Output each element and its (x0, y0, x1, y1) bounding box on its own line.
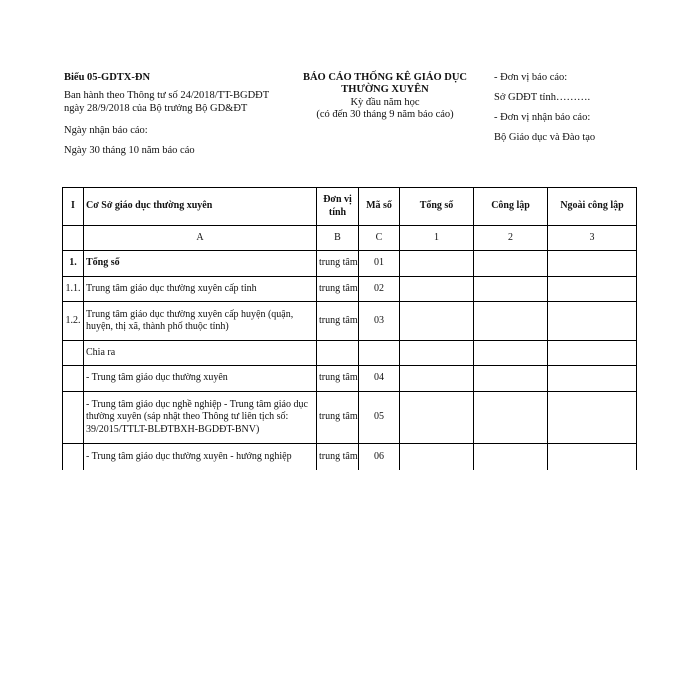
row-public[interactable] (474, 277, 548, 302)
row-total[interactable] (400, 444, 474, 470)
row-unit: trung tâm (317, 444, 359, 470)
form-code: Biểu 05-GDTX-ĐN (64, 72, 151, 83)
row-total[interactable] (400, 251, 474, 277)
row-private[interactable] (548, 277, 637, 302)
row-index: 1.1. (63, 277, 84, 302)
row-unit: trung tâm (317, 366, 359, 392)
row-index (63, 444, 84, 470)
header-unit-line-2: tính (328, 206, 347, 218)
column-code-row (63, 226, 637, 251)
row-code (359, 341, 400, 366)
table-row (63, 302, 637, 341)
row-code: 02 (359, 277, 400, 302)
row-code: 03 (359, 302, 400, 341)
row-total[interactable] (400, 341, 474, 366)
header-code: Mã số (359, 188, 400, 226)
row-total[interactable] (400, 277, 474, 302)
row-code: 01 (359, 251, 400, 277)
row-public[interactable] (474, 251, 548, 277)
header-index: I (63, 188, 84, 226)
table-header-row (63, 188, 637, 226)
report-period: Kỳ đầu năm học (350, 97, 420, 108)
row-private[interactable] (548, 392, 637, 444)
row-index (63, 366, 84, 392)
row-private[interactable] (548, 444, 637, 470)
row-public[interactable] (474, 341, 548, 366)
table-row (63, 277, 637, 302)
row-name: - Trung tâm giáo dục nghề nghiệp - Trung tâm giáo dục thường xuyên (sáp nhật theo Thông tư liên tịch số: 39/2015/TTLT-BLĐTBXH-BGDĐT-BNV) (84, 392, 317, 444)
row-code: 05 (359, 392, 400, 444)
statistics-table (62, 187, 637, 470)
row-private[interactable] (548, 302, 637, 341)
receive-date-value: Ngày 30 tháng 10 năm báo cáo (64, 145, 195, 156)
table-row (63, 366, 637, 392)
row-code: 04 (359, 366, 400, 392)
row-index (63, 341, 84, 366)
table-row (63, 341, 637, 366)
code-cell: 2 (474, 226, 548, 251)
report-title-line-1: BÁO CÁO THỐNG KÊ GIÁO DỤC (302, 72, 468, 83)
row-public[interactable] (474, 444, 548, 470)
row-name: - Trung tâm giáo dục thường xuyên - hướng nghiệp (84, 444, 317, 470)
row-private[interactable] (548, 341, 637, 366)
code-cell: A (84, 226, 317, 251)
row-name: Trung tâm giáo dục thường xuyên cấp huyện (quận, huyện, thị xã, thành phố thuộc tỉnh) (84, 302, 317, 341)
row-private[interactable] (548, 251, 637, 277)
report-period-note: (có đến 30 tháng 9 năm báo cáo) (316, 109, 454, 120)
code-cell: C (359, 226, 400, 251)
code-cell: B (317, 226, 359, 251)
receiving-unit-label: - Đơn vị nhận báo cáo: (494, 112, 591, 123)
row-unit: trung tâm (317, 392, 359, 444)
reporting-unit-value: Sở GDĐT tỉnh………. (494, 92, 591, 103)
row-unit: trung tâm (317, 251, 359, 277)
row-index: 1. (63, 251, 84, 277)
row-total[interactable] (400, 392, 474, 444)
report-title-line-2: THƯỜNG XUYÊN (341, 84, 429, 95)
receiving-unit-value: Bộ Giáo dục và Đào tạo (494, 132, 596, 143)
header-unit-line-1: Đơn vị (323, 194, 352, 205)
issued-line-2: ngày 28/9/2018 của Bộ trưởng Bộ GD&ĐT (64, 103, 248, 114)
code-cell (63, 226, 84, 251)
code-cell: 3 (548, 226, 637, 251)
row-public[interactable] (474, 392, 548, 444)
header-institution: Cơ Sở giáo dục thường xuyên (84, 188, 317, 226)
row-total[interactable] (400, 302, 474, 341)
row-public[interactable] (474, 366, 548, 392)
reporting-unit-label: - Đơn vị báo cáo: (494, 72, 568, 83)
header-public: Công lập (474, 188, 548, 226)
row-unit (317, 341, 359, 366)
table-row (63, 251, 637, 277)
header-total: Tổng số (400, 188, 474, 226)
row-unit: trung tâm (317, 302, 359, 341)
row-index (63, 392, 84, 444)
table-row (63, 444, 637, 470)
row-public[interactable] (474, 302, 548, 341)
row-total[interactable] (400, 366, 474, 392)
header-private: Ngoài công lập (548, 188, 637, 226)
row-name: Chia ra (84, 341, 317, 366)
header-unit (317, 188, 359, 226)
row-name: - Trung tâm giáo dục thường xuyên (84, 366, 317, 392)
receive-date-label: Ngày nhận báo cáo: (64, 125, 148, 136)
table-row (63, 392, 637, 444)
row-private[interactable] (548, 366, 637, 392)
row-index: 1.2. (63, 302, 84, 341)
row-name: Trung tâm giáo dục thường xuyên cấp tỉnh (84, 277, 317, 302)
row-code: 06 (359, 444, 400, 470)
code-cell: 1 (400, 226, 474, 251)
row-unit: trung tâm (317, 277, 359, 302)
row-name: Tổng số (84, 251, 317, 277)
issued-line-1: Ban hành theo Thông tư số 24/2018/TT-BGDĐT (64, 90, 270, 101)
